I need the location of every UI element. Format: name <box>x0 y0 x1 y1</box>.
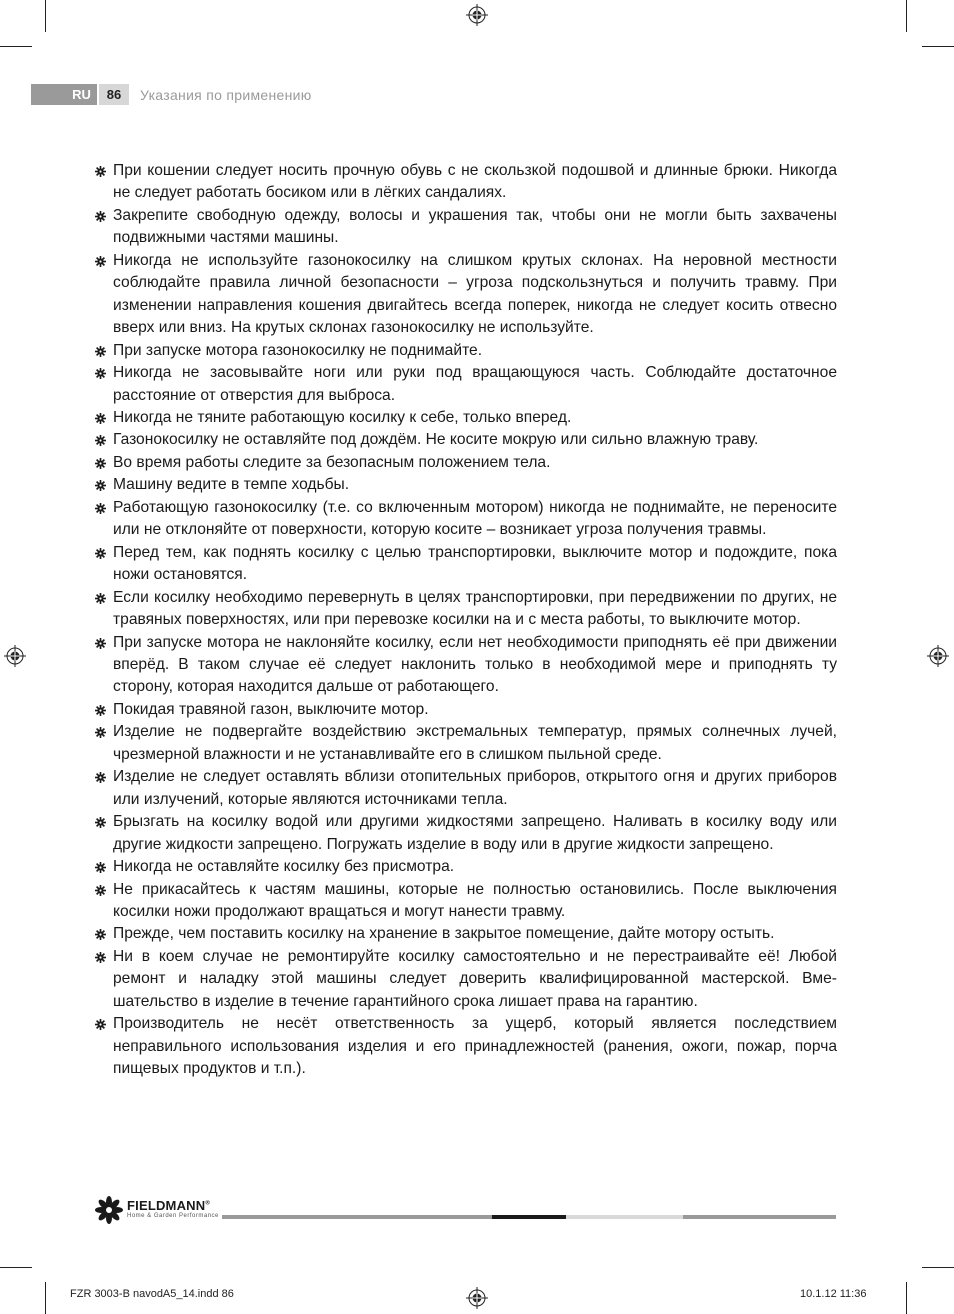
list-item-text: Изделие не подвергайте воздействию экстремальных температур, прямых солнечных лучей, чрезмерной влажности и не устанавливайте его в слишком пыльной среде. <box>113 723 837 763</box>
list-item-text: Никогда не оставляйте косилку без присмотра. <box>113 858 455 876</box>
list-item <box>95 340 837 362</box>
gear-bullet-icon <box>95 772 106 783</box>
list-item-text: Производитель не несёт ответственность за ущерб, который является последствием неправильного использования изделия и его принадлежностей (ранения, ожоги, пожар, порча пищевых продуктов и т.п.). <box>113 1015 837 1078</box>
gear-bullet-icon <box>95 503 106 514</box>
print-slug-date: 10.1.12 11:36 <box>800 1288 867 1300</box>
list-item-text: Закрепите свободную одежду, волосы и украшения так, чтобы они не могли быть захвачены подвижными частями машины. <box>113 206 837 247</box>
list-item <box>95 721 837 766</box>
gear-bullet-icon <box>95 1019 106 1030</box>
list-item <box>95 946 837 1013</box>
footer-rule <box>566 1215 683 1219</box>
footer-rule <box>492 1215 566 1219</box>
list-item <box>95 699 837 721</box>
gear-bullet-icon <box>95 929 106 940</box>
crop-mark <box>922 46 954 47</box>
list-item-text: Изделие не следует оставлять вблизи отопительных приборов, открытого огня и других приборов или излучений, которые являются источниками тепла. <box>113 768 837 808</box>
gear-bullet-icon <box>95 346 106 357</box>
list-item-text: Брызгать на косилку водой или другими жидкостями запрещено. Наливать в косилку воду или другие жидкости запрещено. Погружать изделие в воду или в другие жидкости запрещено. <box>113 813 837 853</box>
gear-bullet-icon <box>95 548 106 559</box>
gear-bullet-icon <box>95 435 106 446</box>
gear-bullet-icon <box>95 211 106 222</box>
brand-tagline: Home & Garden Performance <box>127 1213 219 1219</box>
list-item <box>95 811 837 856</box>
list-item-text: Не прикасайтесь к частям машины, которые не полностью остановились. После выключения косилки ножи продолжают вращаться и могут нанести травму. <box>113 880 837 920</box>
gear-bullet-icon <box>95 368 106 379</box>
list-item <box>95 879 837 924</box>
list-item <box>95 205 837 250</box>
gear-bullet-icon <box>95 952 106 963</box>
registration-mark-icon <box>466 1287 488 1309</box>
list-item <box>95 632 837 699</box>
gear-bullet-icon <box>95 458 106 469</box>
gear-bullet-icon <box>95 885 106 896</box>
crop-mark <box>45 0 46 32</box>
list-item <box>95 497 837 542</box>
crop-mark <box>0 46 32 47</box>
list-item-text: При запуске мотора не наклоняйте косилку, если нет необходимости приподнять её при движении вперёд. В таком случае её следует наклонить только в необходимой мере и приподнять ту сторону, которая находится дальше от работающего. <box>113 633 837 696</box>
gear-bullet-icon <box>95 817 106 828</box>
list-item <box>95 923 837 945</box>
footer-rule <box>683 1215 836 1219</box>
page-number: 86 <box>99 84 129 105</box>
registration-mark-icon <box>927 645 949 667</box>
gear-bullet-icon <box>95 480 106 491</box>
registration-mark-icon <box>4 645 26 667</box>
list-item <box>95 362 837 407</box>
safety-instructions-list <box>95 160 837 1081</box>
list-item-text: Ни в коем случае не ремонтируйте косилку самостоятельно и не перестраивайте её! Любой ремонт и наладку этой машины следует доверить квалифицированной мастерской. Вмешательство в изделие в течение гарантийного срока лишает права на гарантию. <box>113 947 837 1010</box>
brand-name: FIELDMANN® <box>127 1198 210 1213</box>
print-slug-file: FZR 3003-B navodA5_14.indd 86 <box>70 1288 234 1300</box>
gear-bullet-icon <box>95 166 106 177</box>
list-item-text: Прежде, чем поставить косилку на хранение в закрытое помещение, дайте мотору остыть. <box>113 925 775 943</box>
list-item-text: Перед тем, как поднять косилку с целью транспортировки, выключите мотор и подождите, пока ножи остановятся. <box>113 543 837 584</box>
list-item-text: Газонокосилку не оставляйте под дождём. Не косите мокрую или сильно влажную траву. <box>113 431 759 449</box>
crop-mark <box>922 1267 954 1268</box>
list-item-text: При кошении следует носить прочную обувь с не скользкой подошвой и длинные брюки. Никогда не следует работать босиком или в лёгких сандалиях. <box>113 162 837 202</box>
list-item-text: Во время работы следите за безопасным положением тела. <box>113 453 551 471</box>
list-item <box>95 542 837 587</box>
list-item <box>95 452 837 474</box>
footer-rule <box>222 1215 492 1219</box>
crop-mark <box>906 1282 907 1314</box>
list-item <box>95 856 837 878</box>
list-item <box>95 160 837 205</box>
section-title: Указания по применению <box>140 87 312 103</box>
list-item-text: Никогда не засовывайте ноги или руки под вращающуюся часть. Соблюдайте достаточное расстояние от отверстия для выброса. <box>113 364 837 404</box>
fieldmann-logo <box>95 1196 225 1224</box>
list-item-text: Никогда не используйте газонокосилку на слишком крутых склонах. На неровной местности соблюдайте правила личной безопасности – угроза подскользнуться и получить травму. При изменении направления кошения двигайтесь всегда поперек, никогда не следует косить отвесно вверх или вниз. На крутых склонах газонокосилку не используйте. <box>113 251 837 337</box>
list-item <box>95 1013 837 1080</box>
list-item-text: Машину ведите в темпе ходьбы. <box>113 476 350 494</box>
registration-mark-icon <box>466 4 488 26</box>
list-item <box>95 766 837 811</box>
list-item <box>95 407 837 429</box>
fieldmann-flower-icon <box>95 1196 123 1224</box>
language-badge: RU <box>72 87 91 102</box>
gear-bullet-icon <box>95 727 106 738</box>
list-item <box>95 474 837 496</box>
list-item-text: Никогда не тяните работающую косилку к себе, только вперед. <box>113 408 572 426</box>
crop-mark <box>906 0 907 32</box>
list-item-text: При запуске мотора газонокосилку не поднимайте. <box>113 341 483 359</box>
list-item <box>95 587 837 632</box>
gear-bullet-icon <box>95 638 106 649</box>
list-item-text: Покидая травяной газон, выключите мотор. <box>113 700 429 718</box>
crop-mark <box>45 1282 46 1314</box>
gear-bullet-icon <box>95 256 106 267</box>
gear-bullet-icon <box>95 705 106 716</box>
gear-bullet-icon <box>95 413 106 424</box>
gear-bullet-icon <box>95 862 106 873</box>
list-item-text: Если косилку необходимо перевернуть в целях транспортировки, при передвижении по других, не травяных поверхностях, или при перевозке косилки на и с места работы, то выключите мотор. <box>113 588 837 629</box>
list-item-text: Работающую газонокосилку (т.е. со включенным мотором) никогда не поднимайте, не переносите или не отклоняйте от поверхности, которую косите – возникает угроза получения травмы. <box>113 498 837 539</box>
list-item <box>95 429 837 451</box>
gear-bullet-icon <box>95 593 106 604</box>
list-item <box>95 250 837 340</box>
crop-mark <box>0 1267 32 1268</box>
